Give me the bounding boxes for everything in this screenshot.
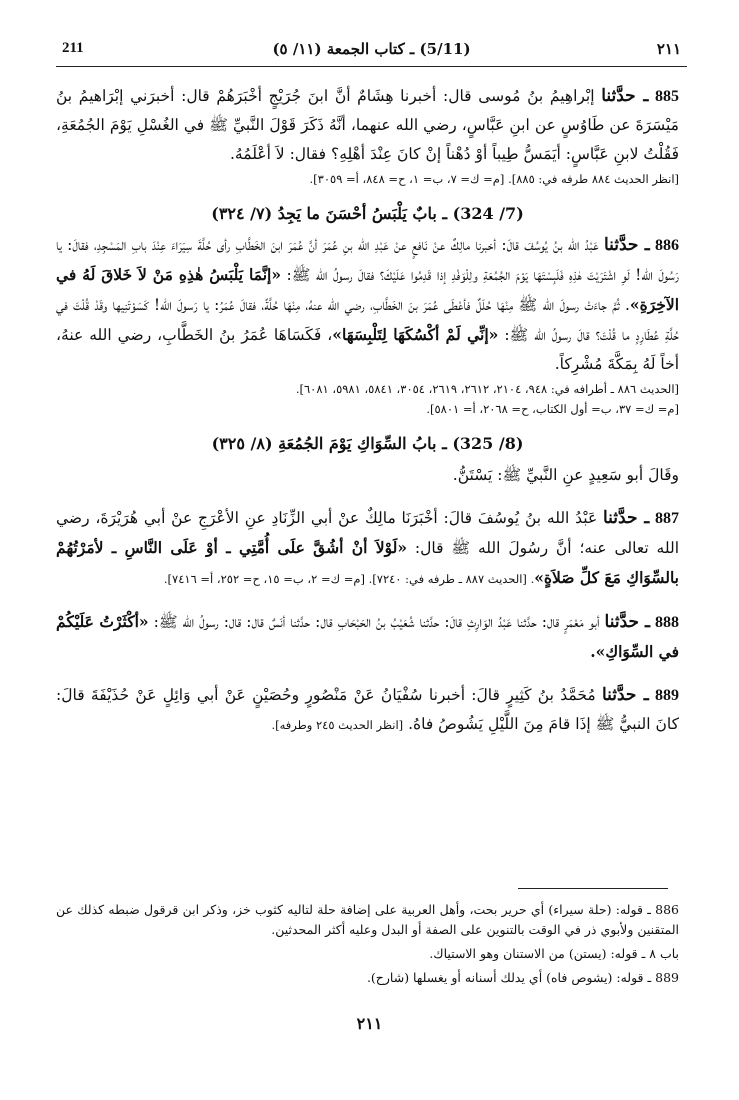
hadith-885: [56, 82, 679, 169]
chapter-heading-8: (8/ 325) ـ بابُ السِّوَاكِ يَوْمَ الجُمُعَةِ (٨/ ٣٢٥): [211, 434, 524, 453]
footnotes: [56, 900, 679, 988]
hadith-reference: [انظر الحديث ٢٤٥ وطرفه].: [271, 718, 404, 732]
hadith-number: 887: [655, 510, 679, 527]
hadith-text: مُحَمَّدُ بنُ كَثِيرٍ قالَ: أخبرنا سُفْيَانُ عَنْ مَنْصُورٍ وحُصَيْنٍ عَنْ أبي وَائِلٍ عَنْ حُذَيْفَةَ قالَ: كانَ النبيُّ ﷺ إذَا قامَ مِنَ اللَّيْلِ يَشُوصُ فاهُ.: [56, 686, 679, 733]
hadith-reference: [م= ك= ٣٧، ب= أول الكتاب، ح= ٢٠٦٨، أ= ٥٨٠١].: [426, 402, 679, 416]
hadith-number: 888: [654, 614, 679, 631]
prophetic-quote: «أكْثَرْتُ عَلَيْكُمْ في السِّوَاكِ».: [56, 612, 679, 661]
footnote: باب ٨ ـ قوله: (يستن) من الاستنان وهو الاستياك.: [429, 946, 679, 961]
hadith-reference: . [الحديث ٨٨٧ ـ طرفه في: ٧٢٤٠]. [م= ك= ٢، ب= ١٥، ح= ٢٥٢، أ= ٧٤١٦].: [163, 572, 535, 586]
hadith-text: . ثُمَّ جاءَتْ رسولَ الله ﷺ مِنْهَا حُلَلٌ فأعْطَى عُمَرَ بنَ الخَطَّابِ، رضي الله عنهُ، مِنْهَا حُلَّةً، فقالَ عُمَرُ: يا رَسولَ الله! كَسَوْتَنِيها وقَدْ قُلْتَ في حُلَّةِ عُطَارِدٍ ما قُلْتَ؟ قالَ رسولُ الله ﷺ:: [56, 296, 679, 344]
header-divider: [56, 66, 687, 67]
hadith-888: [56, 607, 679, 667]
prophetic-quote: «لَوْلاَ أنْ أشُقَّ علَى أُمَّتِي ـ أوْ عَلَى النَّاسِ ـ لأمَرْتُهُمْ بالسِّوَاكِ مَعَ كلِّ صَلاَةٍ»: [56, 538, 679, 587]
haddathana-word: ـ حدَّثنا: [604, 612, 650, 632]
hadith-text: فَكَسَاهَا عُمَرُ بنُ الخَطَّابِ، رضي الله عنهُ، أخاً لَهُ بِمَكَّةَ مُشْرِكاً.: [56, 326, 679, 373]
page-body: [56, 82, 679, 739]
footnote: 886 ـ قوله: (حلة سيراء) أي حرير بحت، وأهل العربية على إضافة حلة لتاليه كثوب خز، وذكر ابن قرقول ضبطه كذلك عن المتقنين ولأبوي ذر في الوقت بالتنوين على الصفة أو البدل وعليه أكثر المحدثين.: [56, 902, 679, 937]
hadith-number: 889: [655, 687, 679, 704]
running-title: (5/11) ـ كتاب الجمعة (١١/ ٥): [272, 40, 471, 58]
haddathana-word: ـ حدَّثنا: [601, 685, 649, 705]
footnote-divider: [518, 888, 668, 889]
chapter-note-line: وقَالَ أبو سَعِيدٍ عنِ النَّبيِّ ﷺ: يَسْتَنُّ.: [452, 466, 679, 484]
hadith-reference: [الحديث ٨٨٦ ـ أطرافه في: ٩٤٨، ٢١٠٤، ٢٦١٢، ٢٦١٩، ٣٠٥٤، ٥٨٤١، ٥٩٨١، ٦٠٨١].: [295, 382, 679, 396]
haddathana-word: ـ حدَّثنا: [603, 235, 650, 255]
running-header: [56, 36, 687, 66]
haddathana-word: ـ حدَّثنا: [601, 86, 649, 106]
hadith-text: عَبْدُ الله بنُ يُوسُفَ قالَ: أخْبَرَنَا مالِكٌ عنْ أبي الزِّنَادِ عنِ الأعْرَجِ عنْ أبي هُرَيْرَةَ، رضي الله تعالى عنه؛ أنَّ رسُولَ الله ﷺ قال:: [56, 509, 680, 557]
hadith-887: [56, 504, 679, 593]
hadith-889: [56, 681, 679, 739]
prophetic-quote: «إنِّي لَمْ أكْسُكَهَا لِتَلْبِسَهَا»: [332, 325, 499, 344]
hadith-reference: [انظر الحديث ٨٨٤ طرفه في: ٨٨٥]. [م= ك= ٧، ب= ١، ح= ٨٤٨، أ= ٣٠٥٩].: [309, 172, 679, 186]
chapter-heading-7: (7/ 324) ـ بابٌ يَلْبَسُ أحْسَنَ ما يَجِدُ (٧/ ٣٢٤): [211, 204, 524, 223]
page-number-footer: ٢١١: [356, 1014, 383, 1033]
haddathana-word: ـ حدَّثنا: [602, 508, 650, 528]
page-number-arabic: ٢١١: [656, 40, 681, 58]
hadith-number: 885: [655, 88, 679, 105]
hadith-text: عَبْدُ الله بنُ يُوسُفَ قالَ: أخبرنا مالِكٌ عنْ نَافعٍ عنْ عَبْدِ الله بنِ عُمَرَ أنَّ عُمَرَ ابنَ الخَطَّابِ رأى حُلَّةَ سِيَرَاءَ عِنْدَ بابِ المَسْجِدِ، فقالَ: يا رَسُولَ الله! لَوِ اشْتَرَيْتَ هٰذِهِ فَلَبِسْتَهَا يَوْمَ الجُمُعَةِ ولِلْوَفْدِ إذا قَدِمُوا عَلَيْكَ؟ فقالَ رسولُ الله ﷺ:: [56, 236, 679, 284]
hadith-886: 886 ـ حدَّثنا عَبْدُ الله بنُ يُوسُفَ قالَ: أخبرنا مالِكٌ عنْ نَافعٍ عنْ عَبْدِ الله بنِ عُمَرَ أنَّ عُمَرَ ابنَ الخَطَّابِ رأى حُلَّةَ سِيَرَاءَ عِنْدَ بابِ المَسْجِدِ، فقالَ: يا رَسُولَ الله! لَوِ اشْتَرَيْتَ هٰذِهِ فَلَبِسْتَهَا يَوْمَ الجُمُعَةِ ولِلْوَفْدِ إذا قَدِمُوا عَلَيْكَ؟ فقالَ رسولُ الله ﷺ: «إنَّمَا يَلْبَسُ هٰذِهِ مَنْ لاَ خَلاقَ لَهُ في الآخِرَةِ». ثُمَّ جاءَتْ رسولَ الله ﷺ مِنْهَا حُلَلٌ فأعْطَى عُمَرَ بنَ الخَطَّابِ، رضي الله عنهُ، مِنْهَا حُلَّةً، فقالَ عُمَرُ: يا رَسولَ الله! كَسَوْتَنِيها وقَدْ قُلْتَ في حُلَّةِ عُطَارِدٍ ما قُلْتَ؟ قالَ رسولُ الله ﷺ: «إنِّي لَمْ أكْسُكَهَا لِتَلْبِسَهَا»، فَكَسَاهَا عُمَرُ بنُ الخَطَّابِ، رضي الله عنهُ، أخاً لَهُ بِمَكَّةَ مُشْرِكاً.: [56, 235, 679, 373]
hadith-text: أبو مَعْمَرٍ قال: حدَّثنا عَبْدُ الوَارِثِ قالَ: حدَّثنا شُعَيْبُ بنُ الحَبْحَابِ قال: حدَّثنا أنَسٌ قال: قال: رسولُ الله ﷺ:: [153, 613, 600, 631]
footnote: 889 ـ قوله: (يشوص فاه) أي يدلك أسنانه أو يغسلها (شارح).: [366, 970, 679, 985]
page-number-latin: 211: [62, 40, 84, 56]
prophetic-quote: «إنَّمَا يَلْبَسُ هٰذِهِ مَنْ لاَ خَلاقَ لَهُ في الآخِرَةِ»: [56, 265, 679, 314]
hadith-text: إبْراهِيمُ بنُ مُوسى قال: أخبرنا هِشَامٌ أنَّ ابنَ جُرَيْجٍ أخْبَرَهُمْ قال: أخبرَني إبْرَاهيمُ بنُ مَيْسَرَةَ عن طَاوُسٍ عن ابنِ عَبَّاسٍ، رضي الله عنهما، أنَّهُ ذَكَرَ قَوْلَ النَّبيِّ ﷺ في الغُسْلِ يَوْمَ الجُمُعَةِ، فَقُلْتُ لابنِ عَبَّاسٍ: أيَمَسُّ طِيباً أوْ دُهْناً إنْ كانَ عِنْدَ أهْلِهِ؟ فقال: لاَ أعْلَمُهُ.: [56, 87, 679, 163]
hadith-number: 886: [655, 237, 679, 254]
